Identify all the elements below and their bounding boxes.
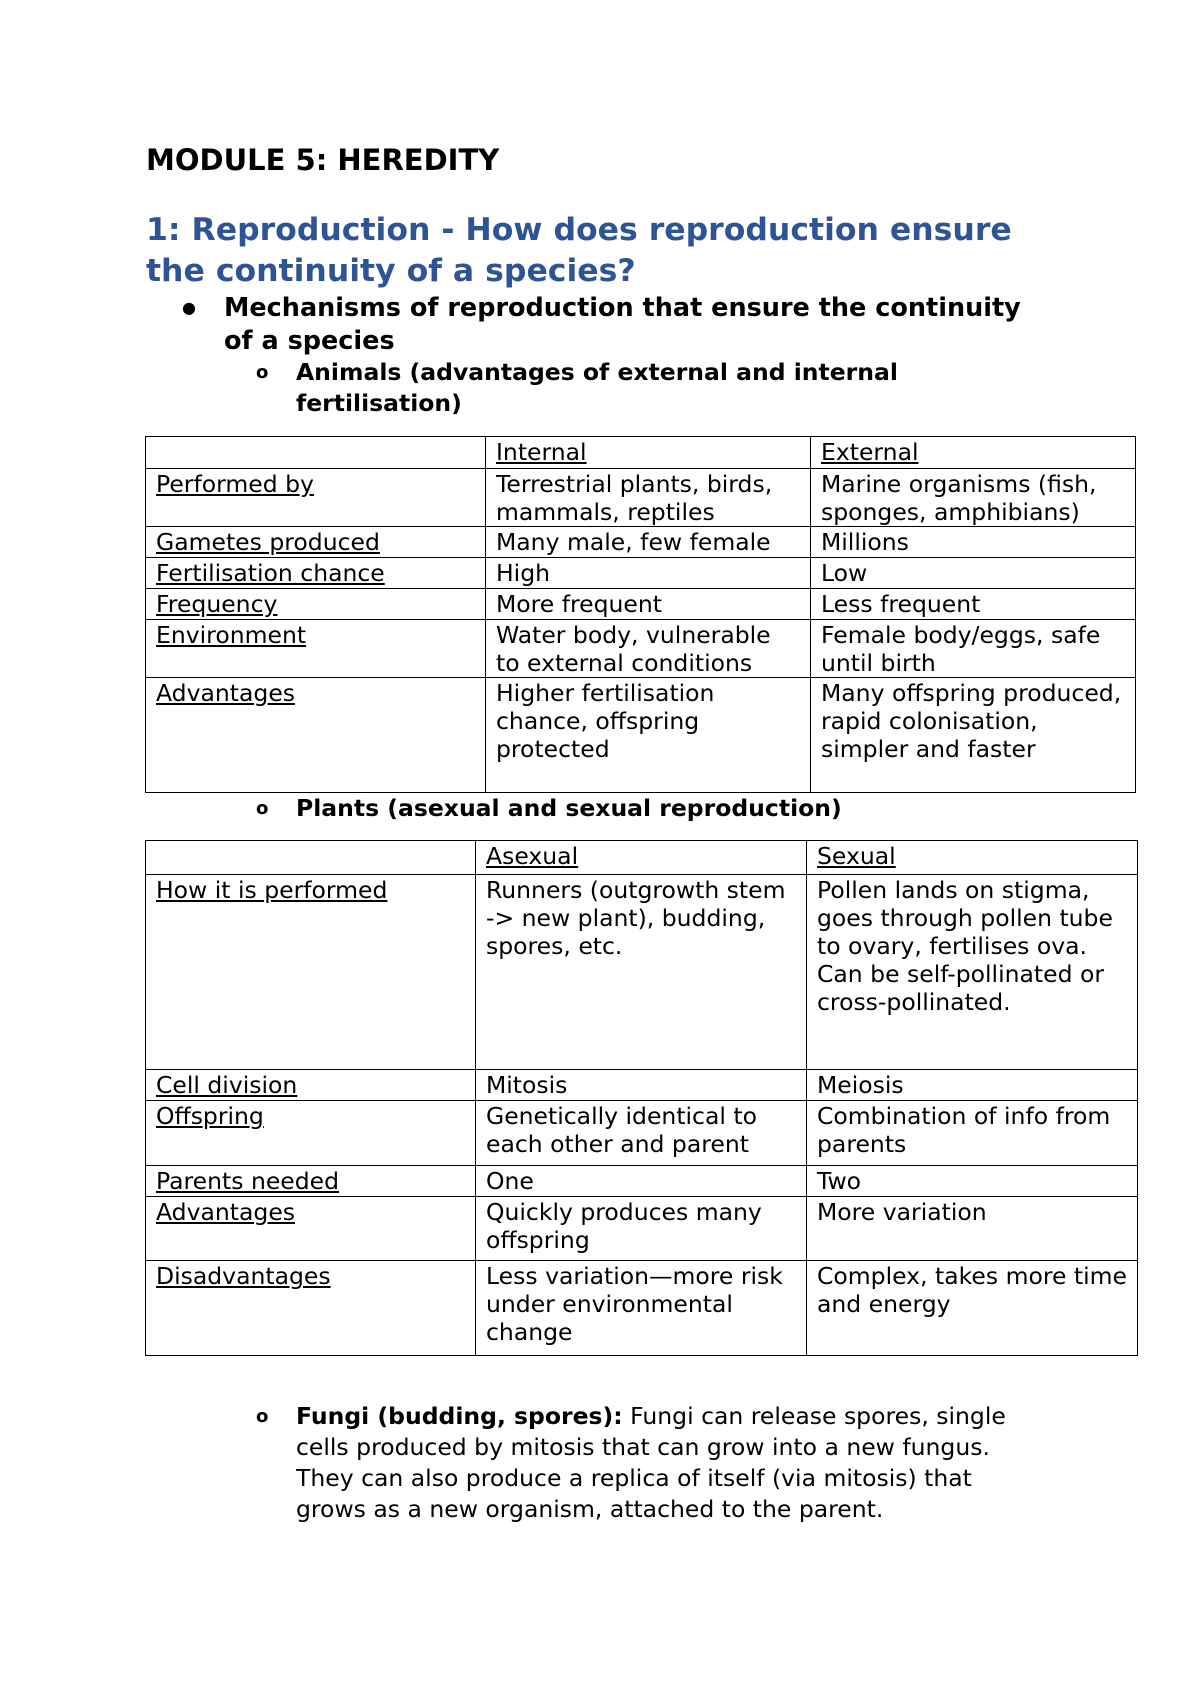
row-label: Environment	[146, 620, 486, 678]
table-cell: Female body/eggs, safe until birth	[811, 620, 1136, 678]
table-cell: Less frequent	[811, 589, 1136, 620]
table-row	[146, 620, 1136, 678]
row-label: Cell division	[146, 1070, 476, 1101]
table-cell: High	[486, 558, 811, 589]
hollow-circle-icon: o	[256, 798, 269, 819]
table-cell: Runners (outgrowth stem -> new plant), budding, spores, etc.	[476, 875, 807, 1070]
row-label: Disadvantages	[146, 1261, 476, 1356]
row-label: Fertilisation chance	[146, 558, 486, 589]
fungi-subsection	[248, 1401, 1048, 1525]
table-cell: Low	[811, 558, 1136, 589]
table-row	[146, 875, 1138, 1070]
table-row	[146, 558, 1136, 589]
table-cell: Millions	[811, 527, 1136, 558]
table-header-cell	[146, 841, 476, 875]
table-header-cell: Sexual	[807, 841, 1138, 875]
table-cell: Many male, few female	[486, 527, 811, 558]
plants-heading-text: Plants (asexual and sexual reproduction)	[296, 794, 842, 822]
table-header-cell: External	[811, 437, 1136, 469]
row-label: Advantages	[146, 678, 486, 793]
table-cell: Complex, takes more time and energy	[807, 1261, 1138, 1356]
table-header-cell: Internal	[486, 437, 811, 469]
table-cell: Combination of info from parents	[807, 1101, 1138, 1166]
table-header-row	[146, 437, 1136, 469]
table-cell: Meiosis	[807, 1070, 1138, 1101]
bullet-dot-icon: ●	[182, 298, 196, 317]
hollow-circle-icon: o	[256, 362, 269, 383]
hollow-circle-icon: o	[256, 1406, 269, 1427]
row-label: Offspring	[146, 1101, 476, 1166]
table-cell: More frequent	[486, 589, 811, 620]
table-row	[146, 527, 1136, 558]
table-cell: Pollen lands on stigma, goes through pollen tube to ovary, fertilises ova. Can be self-pollinated or cross-pollinated.	[807, 875, 1138, 1070]
table-header-row	[146, 841, 1138, 875]
row-label: Frequency	[146, 589, 486, 620]
animals-heading-text: Animals (advantages of external and internal fertilisation)	[296, 358, 898, 417]
table-header-cell: Asexual	[476, 841, 807, 875]
table-cell: Less variation—more risk under environmental change	[476, 1261, 807, 1356]
table-cell: One	[476, 1166, 807, 1197]
table-header-cell	[146, 437, 486, 469]
table-cell: Quickly produces many offspring	[476, 1197, 807, 1261]
table-row	[146, 589, 1136, 620]
animals-table	[145, 436, 1136, 793]
table-cell: Mitosis	[476, 1070, 807, 1101]
fungi-text: Fungi can release spores, single cells produced by mitosis that can grow into a new fungus. They can also produce a replica of itself (via mitosis) that grows as a new organism, attached to the parent.	[296, 1402, 1006, 1523]
animals-subheading	[248, 357, 968, 419]
table-row	[146, 1197, 1138, 1261]
plants-table	[145, 840, 1138, 1356]
row-label: How it is performed	[146, 875, 476, 1070]
row-label: Gametes produced	[146, 527, 486, 558]
table-cell: Genetically identical to each other and parent	[476, 1101, 807, 1166]
module-title: MODULE 5: HEREDITY	[146, 143, 500, 177]
table-cell: Marine organisms (fish, sponges, amphibians)	[811, 469, 1136, 527]
table-row	[146, 1070, 1138, 1101]
main-bullet-text: Mechanisms of reproduction that ensure the continuity of a species	[224, 293, 1021, 356]
row-label: Performed by	[146, 469, 486, 527]
table-row	[146, 1101, 1138, 1166]
row-label: Advantages	[146, 1197, 476, 1261]
table-cell: Many offspring produced, rapid colonisation, simpler and faster	[811, 678, 1136, 793]
plants-subheading	[248, 793, 968, 824]
table-cell: Two	[807, 1166, 1138, 1197]
table-cell: Higher fertilisation chance, offspring protected	[486, 678, 811, 793]
fungi-heading: Fungi (budding, spores):	[296, 1402, 623, 1430]
table-row	[146, 678, 1136, 793]
table-cell: Terrestrial plants, birds, mammals, reptiles	[486, 469, 811, 527]
table-cell: More variation	[807, 1197, 1138, 1261]
table-row	[146, 1166, 1138, 1197]
table-cell: Water body, vulnerable to external conditions	[486, 620, 811, 678]
table-row	[146, 1261, 1138, 1356]
fungi-paragraph	[296, 1401, 1048, 1525]
row-label: Parents needed	[146, 1166, 476, 1197]
table-row	[146, 469, 1136, 527]
section-heading: 1: Reproduction - How does reproduction ensure the continuity of a species?	[146, 212, 1012, 289]
main-bullet	[178, 292, 1058, 358]
